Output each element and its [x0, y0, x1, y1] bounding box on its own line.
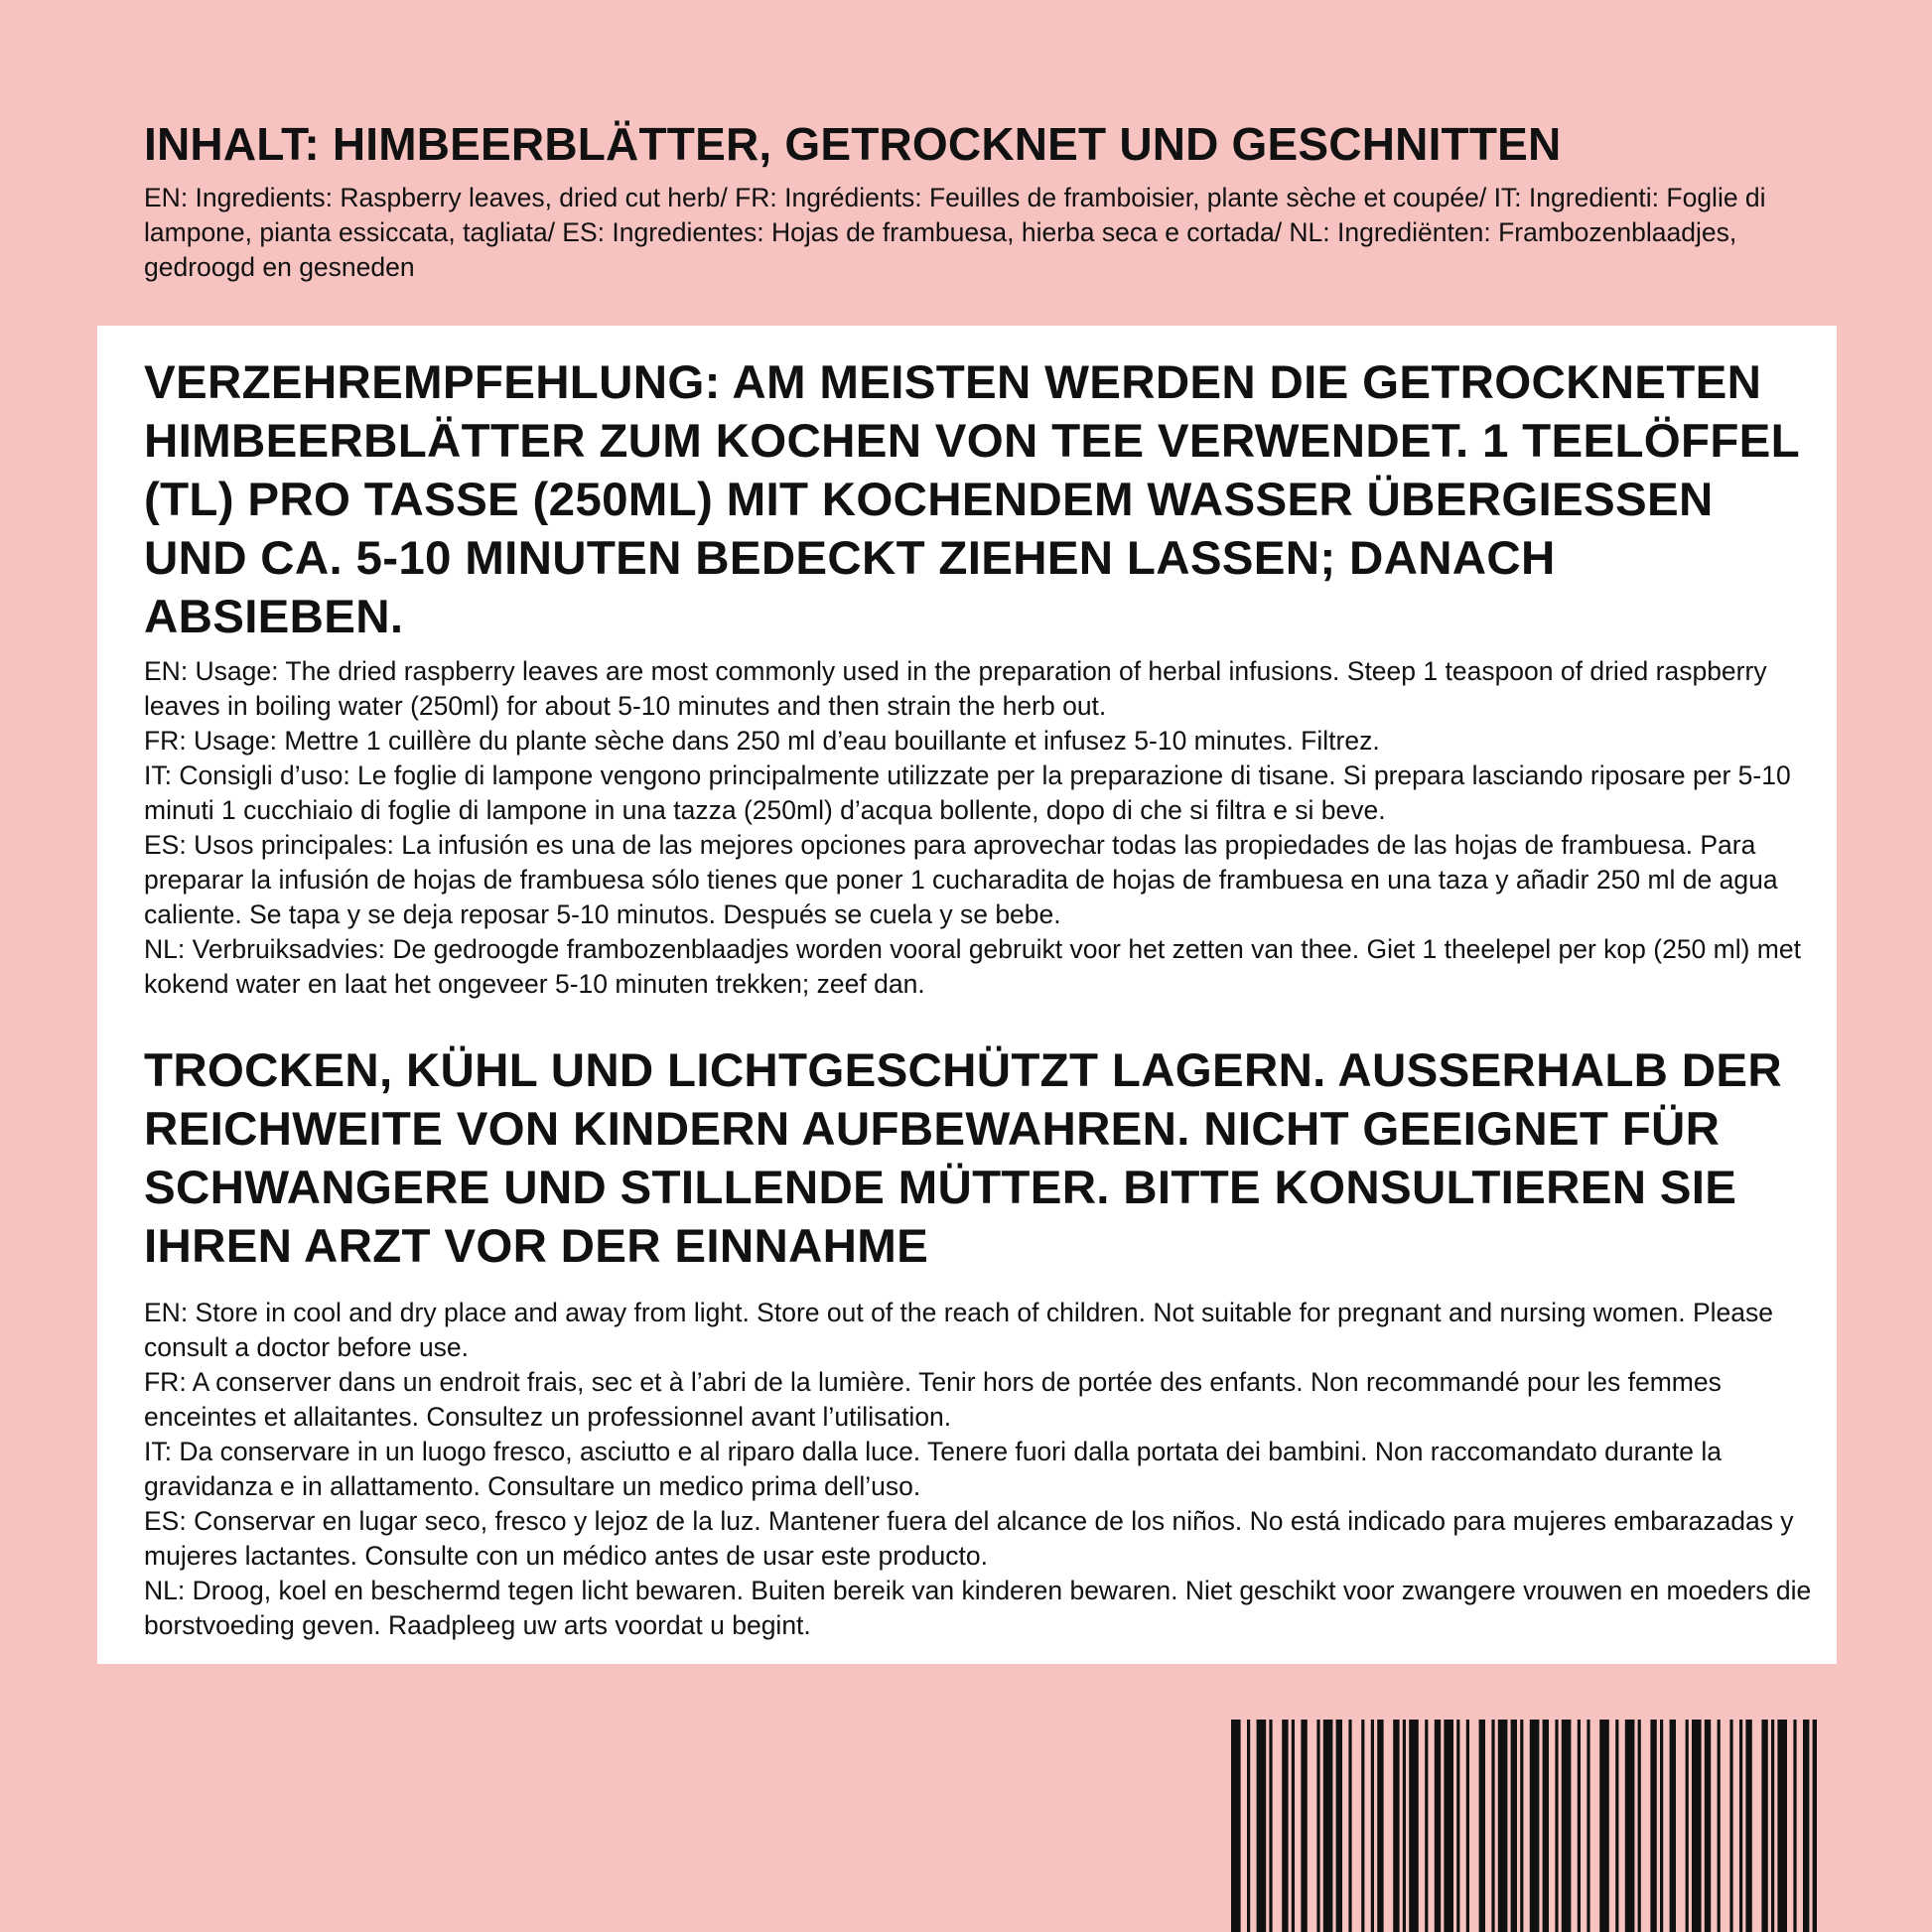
usage-translation-es: ES: Usos principales: La infusión es una de las mejores opciones para aprovechar todas las propiedades de las hojas de frambuesa. Para preparar la infusión de hojas de frambuesa sólo tienes que poner 1 cucharadita de hojas de frambuesa en una taza y añadir 250 ml de agua caliente. Se tapa y se deja reposar 5-10 minutos. Después se cuela y se bebe.	[144, 830, 1778, 929]
barcode-bar	[1543, 1720, 1549, 1932]
barcode-bar	[1269, 1720, 1272, 1932]
barcode-bar	[1729, 1720, 1732, 1932]
barcode-bar	[1348, 1720, 1351, 1932]
usage-translation-fr: FR: Usage: Mettre 1 cuillère du plante sèche dans 250 ml d’eau bouillante et infusez 5-10 minutes. Filtrez.	[144, 726, 1380, 756]
storage-translation-nl: NL: Droog, koel en beschermd tegen licht bewaren. Buiten bereik van kinderen bewaren. Niet geschikt voor zwangere vrouwen en moeders die borstvoeding geven. Raadpleeg uw arts voordat u begint.	[144, 1576, 1812, 1640]
barcode-bar	[1705, 1720, 1711, 1932]
barcode-bar	[1371, 1720, 1374, 1932]
barcode-icon	[1231, 1720, 1817, 1932]
barcode-bar	[1803, 1720, 1809, 1932]
storage-translation-fr: FR: A conserver dans un endroit frais, sec et à l’abri de la lumière. Tenir hors de portée des enfants. Non recommandé pour les femmes enceintes et allaitantes. Consultez un professionnel avant l’utilisation.	[144, 1367, 1722, 1432]
barcode-bar	[1718, 1720, 1721, 1932]
barcode-bar	[1686, 1720, 1689, 1932]
barcode-bar	[1361, 1720, 1364, 1932]
barcode-bar	[1739, 1720, 1742, 1932]
barcode-bar	[1498, 1720, 1508, 1932]
storage-translations	[144, 1296, 1812, 1643]
barcode-bar	[1323, 1720, 1333, 1932]
barcode-bar	[1520, 1720, 1523, 1932]
ingredients-translations: EN: Ingredients: Raspberry leaves, dried cut herb/ FR: Ingrédients: Feuilles de framboisier, plante sèche et coupée/ IT: Ingredienti: Foglie di lampone, pianta essiccata, tagliata/ ES: Ingredientes: Hojas de frambuesa, hierba seca e cortada/ NL: Ingrediënten: Frambozenblaadjes, gedroogd en gesneden	[144, 183, 1766, 282]
barcode-bar	[1282, 1720, 1288, 1932]
barcode-bar	[1745, 1720, 1751, 1932]
storage-translation-it: IT: Da conservare in un luogo fresco, asciutto e al riparo dalla luce. Tenere fuori dalla portata dei bambini. Non raccomandato durante la gravidanza e in allattamento. Consultare un medico prima dell’uso.	[144, 1437, 1722, 1501]
usage-translation-en: EN: Usage: The dried raspberry leaves are most commonly used in the preparation of herbal infusions. Steep 1 teaspoon of dried raspberry leaves in boiling water (250ml) for about 5-10 minutes and then strain the herb out.	[144, 656, 1767, 721]
barcode-bar	[1615, 1720, 1618, 1932]
barcode-bar	[1761, 1720, 1767, 1932]
barcode-bar	[1625, 1720, 1635, 1932]
barcode-bar	[1562, 1720, 1572, 1932]
usage-heading: VERZEHREMPFEHLUNG: AM MEISTEN WERDEN DIE GETROCKNETEN HIMBEERBLÄTTER ZUM KOCHEN VON TEE VERWENDET. 1 TEELÖFFEL (TL) PRO TASSE (250ML) MIT KOCHENDEM WASSER ÜBERGIESSEN UND CA. 5-10 MINUTEN BEDECKT ZIEHEN LASSEN; DANACH ABSIEBEN.	[144, 356, 1800, 643]
barcode-bar	[1393, 1720, 1399, 1932]
storage-heading: TROCKEN, KÜHL UND LICHTGESCHÜTZT LAGERN. AUSSERHALB DER REICHWEITE VON KINDERN AUFBEWAHREN. NICHT GEEIGNET FÜR SCHWANGERE UND STILLENDE MÜTTER. BITTE KONSULTIEREN SIE IHREN ARZT VOR DER EINNAHME	[144, 1044, 1782, 1273]
barcode-bar	[1316, 1720, 1319, 1932]
usage-translation-nl: NL: Verbruiksadvies: De gedroogde frambozenblaadjes worden vooral gebruikt voor het zetten van thee. Giet 1 theelepel per kop (250 ml) met kokend water en laat het ongeveer 5-10 minuten trekken; zeef dan.	[144, 934, 1801, 999]
barcode-bar	[1292, 1720, 1295, 1932]
ingredients-section	[144, 117, 1832, 285]
barcode-bar	[1466, 1720, 1469, 1932]
barcode-bar	[1578, 1720, 1581, 1932]
barcode-bar	[1231, 1720, 1241, 1932]
barcode-graphic	[1231, 1720, 1817, 1932]
barcode-bar	[1444, 1720, 1453, 1932]
info-panel-content	[144, 353, 1812, 1643]
barcode-bar	[1670, 1720, 1676, 1932]
barcode-bar	[1813, 1720, 1817, 1932]
barcode-bar	[1377, 1720, 1383, 1932]
barcode-bar	[1599, 1720, 1609, 1932]
barcode-bar	[1456, 1720, 1459, 1932]
barcode-bar	[1692, 1720, 1702, 1932]
barcode-bar	[1435, 1720, 1441, 1932]
storage-translation-es: ES: Conservar en lugar seco, fresco y lejoz de la luz. Mantener fuera del alcance de los niños. No está indicado para mujeres embarazadas y mujeres lactantes. Consulte con un médico antes de usar este producto.	[144, 1506, 1794, 1571]
usage-translations	[144, 654, 1812, 1002]
barcode-bar	[1403, 1720, 1406, 1932]
storage-translation-en: EN: Store in cool and dry place and away from light. Store out of the reach of children. Not suitable for pregnant and nursing women. Please consult a doctor before use.	[144, 1298, 1773, 1362]
barcode-bar	[1771, 1720, 1774, 1932]
barcode-bar	[1336, 1720, 1342, 1932]
barcode-bar	[1650, 1720, 1656, 1932]
barcode-bar	[1511, 1720, 1517, 1932]
barcode-bar	[1479, 1720, 1485, 1932]
barcode-bar	[1587, 1720, 1589, 1932]
barcode-bar	[1638, 1720, 1641, 1932]
barcode-bar	[1257, 1720, 1267, 1932]
usage-translation-it: IT: Consigli d’uso: Le foglie di lampone vengono principalmente utilizzate per la preparazione di tisane. Si prepara lasciando riposare per 5-10 minuti 1 cucchiaio di foglie di lampone in una tazza (250ml) d’acqua bollente, dopo di che si filtra e si beve.	[144, 760, 1791, 825]
barcode-bar	[1301, 1720, 1307, 1932]
barcode-bar	[1777, 1720, 1787, 1932]
ingredients-heading: INHALT: HIMBEERBLÄTTER, GETROCKNET UND GESCHNITTEN	[144, 118, 1562, 170]
barcode-bar	[1793, 1720, 1796, 1932]
barcode-bar	[1530, 1720, 1540, 1932]
barcode-bar	[1660, 1720, 1663, 1932]
barcode-bar	[1409, 1720, 1419, 1932]
info-panel	[97, 326, 1837, 1664]
barcode-bar	[1247, 1720, 1250, 1932]
barcode-bar	[1491, 1720, 1494, 1932]
barcode-bar	[1425, 1720, 1428, 1932]
barcode-bar	[1555, 1720, 1558, 1932]
